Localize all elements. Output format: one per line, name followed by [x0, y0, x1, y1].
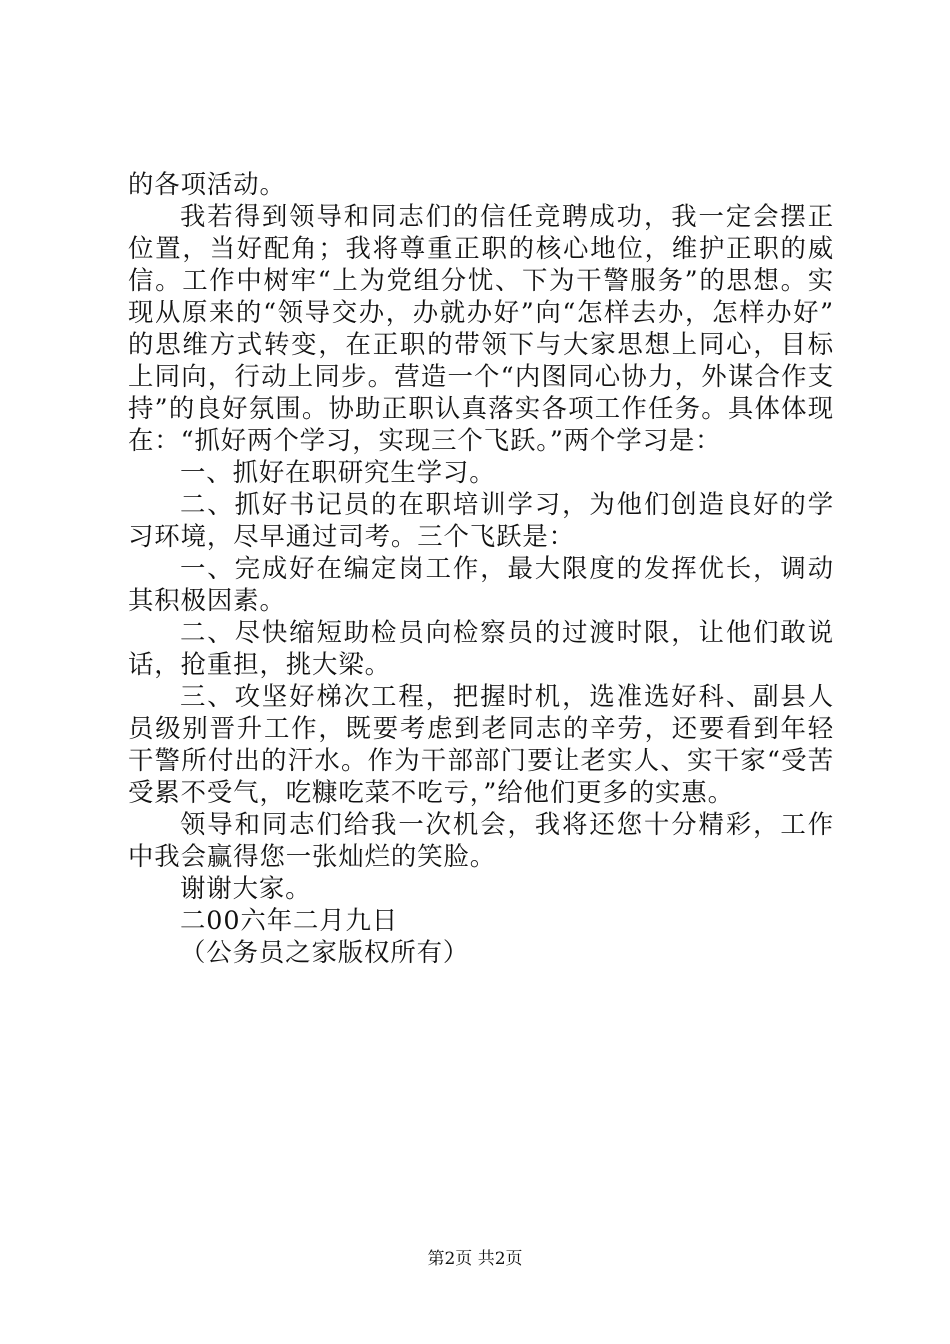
paragraph-4: 二、抓好书记员的在职培训学习，为他们创造良好的学习环境，尽早通过司考。三个飞跃是： — [128, 489, 834, 551]
paragraph-6: 二、尽快缩短助检员向检察员的过渡时限，让他们敢说话，抢重担，挑大梁。 — [128, 617, 834, 679]
document-body — [128, 168, 834, 968]
paragraph-9: 谢谢大家。 — [180, 873, 312, 903]
paragraph-8: 领导和同志们给我一次机会，我将还您十分精彩，工作中我会赢得您一张灿烂的笑脸。 — [128, 809, 834, 871]
paragraph-7: 三、攻坚好梯次工程，把握时机，选准选好科、副县人员级别晋升工作，既要考虑到老同志的辛劳，还要看到年轻干警所付出的汗水。作为干部部门要让老实人、实干家“受苦受累不受气，吃糠吃菜不吃亏，”给他们更多的实惠。 — [128, 681, 834, 807]
page-number-footer: 第2页 共2页 — [427, 1249, 523, 1269]
paragraph-5: 一、完成好在编定岗工作，最大限度的发挥优长，调动其积极因素。 — [128, 553, 834, 615]
paragraph-2: 我若得到领导和同志们的信任竞聘成功，我一定会摆正位置，当好配角；我将尊重正职的核心地位，维护正职的威信。工作中树牢“上为党组分忧、下为干警服务”的思想。实现从原来的“领导交办，办就办好”向“怎样去办，怎样办好”的思维方式转变，在正职的带领下与大家思想上同心，目标上同向，行动上同步。营造一个“内图同心协力，外谋合作支持”的良好氛围。协助正职认真落实各项工作任务。具体体现在：“抓好两个学习，实现三个飞跃。”两个学习是： — [128, 201, 834, 455]
date-line: 二00六年二月九日 — [180, 905, 399, 935]
paragraph-1: 的各项活动。 — [128, 169, 286, 199]
copyright-line: （公务员之家版权所有） — [180, 937, 470, 967]
paragraph-3: 一、抓好在职研究生学习。 — [180, 457, 496, 487]
